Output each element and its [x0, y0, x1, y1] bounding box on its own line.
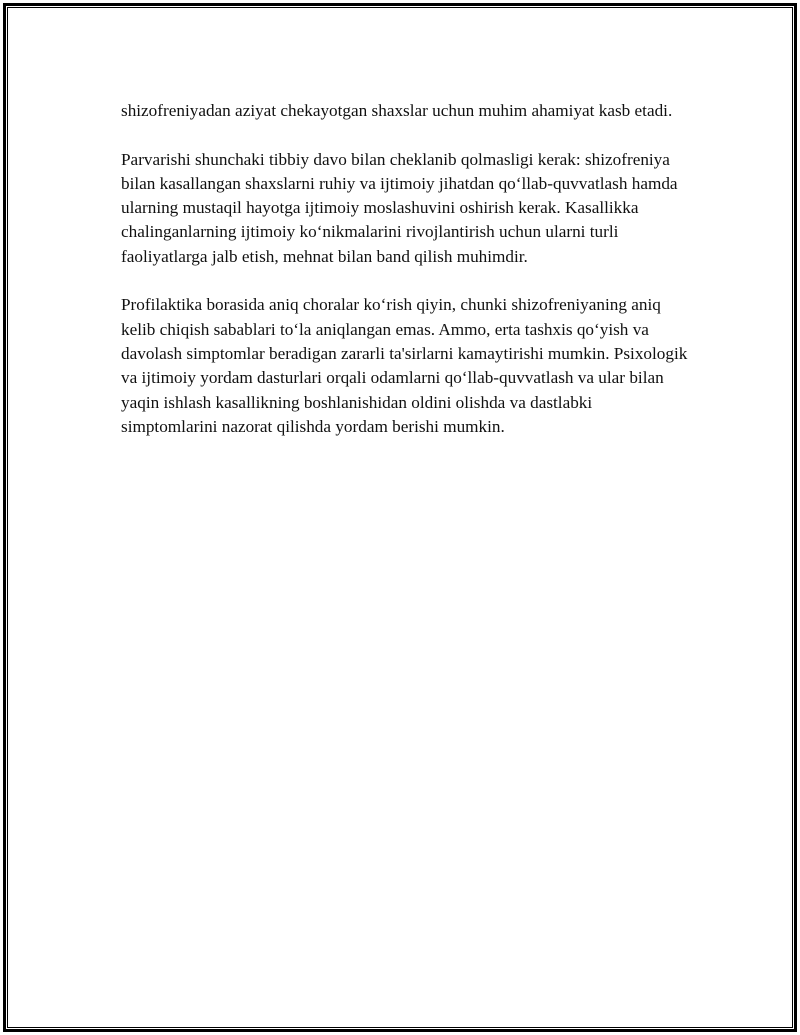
paragraph-3: Profilaktika borasida aniq choralar ko‘rish qiyin, chunki shizofreniyaning aniq kelib chiqish sabablari to‘la aniqlangan emas. Ammo, erta tashxis qo‘yish va davolash simptomlar beradigan zararli ta'sirlarni kamaytirishi mumkin. Psixologik va ijtimoiy yordam dasturlari orqali odamlarni qo‘llab-quvvatlash va ular bilan yaqin ishlash kasallikning boshlanishidan oldini olishda va dastlabki simptomlarini nazorat qilishda yordam berishi mumkin. [121, 295, 688, 436]
document-body [121, 99, 691, 463]
page-frame [3, 3, 797, 1032]
paragraph-2: Parvarishi shunchaki tibbiy davo bilan cheklanib qolmasligi kerak: shizofreniya bilan kasallangan shaxslarni ruhiy va ijtimoiy jihatdan qo‘llab-quvvatlash hamda ularning mustaqil hayotga ijtimoiy moslashuvini oshirish kerak. Kasallikka chalinganlarning ijtimoiy ko‘nikmalarini rivojlantirish uchun ularni turli faoliyatlarga jalb etish, mehnat bilan band qilish muhimdir. [121, 149, 678, 266]
paragraph-1: shizofreniyadan aziyat chekayotgan shaxslar uchun muhim ahamiyat kasb etadi. [121, 101, 673, 120]
